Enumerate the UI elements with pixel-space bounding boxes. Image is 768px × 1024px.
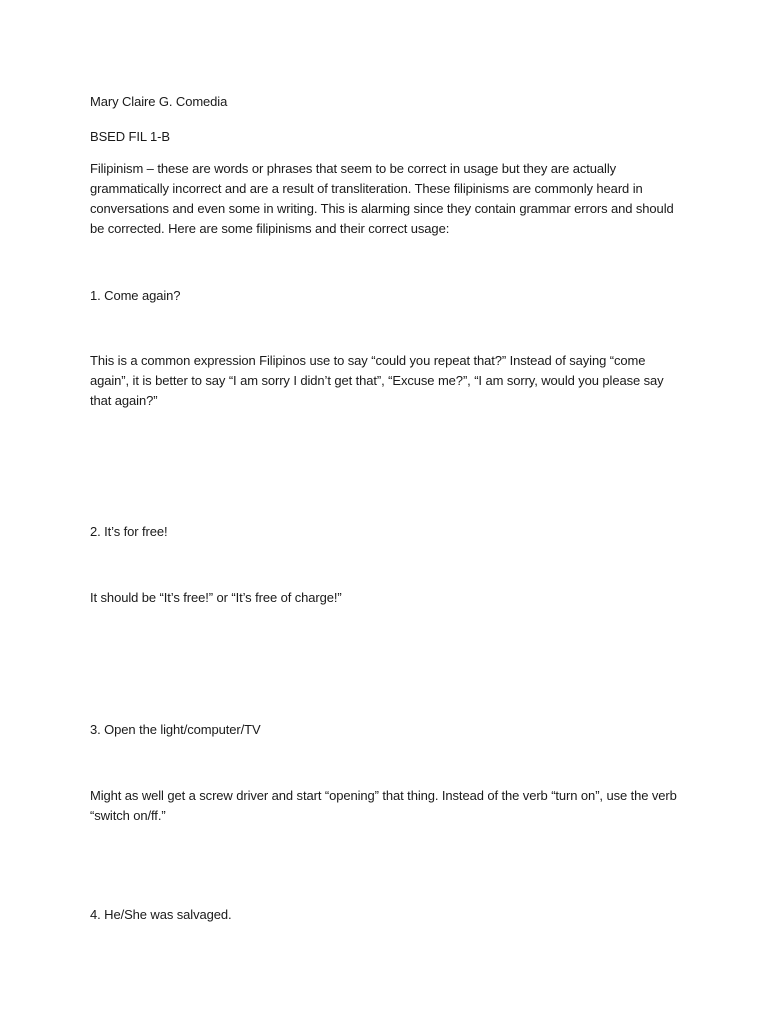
item-explanation: It should be “It’s free!” or “It’s free of charge!” bbox=[90, 590, 342, 605]
class-section: BSED FIL 1-B bbox=[90, 129, 170, 144]
item-explanation: Might as well get a screw driver and start “opening” that thing. Instead of the verb “turn on”, use the verb “switch on/ff.” bbox=[90, 788, 677, 823]
item-explanation: This is a common expression Filipinos use to say “could you repeat that?” Instead of saying “come again”, it is better to say “I am sorry I didn’t get that”, “Excuse me?”, “I am sorry, would you please say that again?” bbox=[90, 353, 664, 408]
intro-paragraph: Filipinism – these are words or phrases that seem to be correct in usage but they are actually grammatically incorrect and are a result of transliteration. These filipinisms are commonly heard in conversations and even some in writing. This is alarming since they contain grammar errors and should be corrected. Here are some filipinisms and their correct usage: bbox=[90, 161, 674, 236]
item-heading: 1. Come again? bbox=[90, 288, 181, 303]
item-heading: 2. It’s for free! bbox=[90, 524, 168, 539]
item-heading: 4. He/She was salvaged. bbox=[90, 907, 232, 922]
item-heading: 3. Open the light/computer/TV bbox=[90, 722, 261, 737]
author-name: Mary Claire G. Comedia bbox=[90, 94, 228, 109]
